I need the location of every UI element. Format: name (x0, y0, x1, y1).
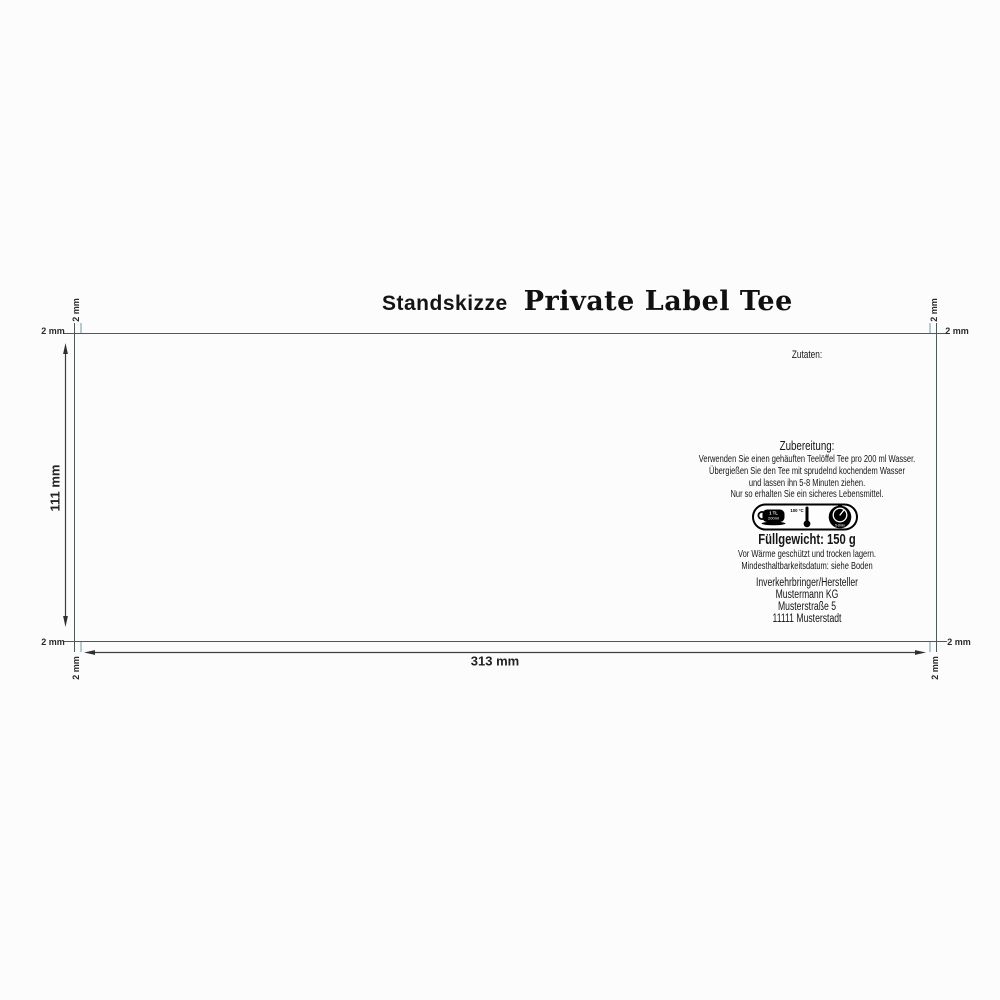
corner-label-bottom-left-h: 2 mm (41, 637, 65, 647)
height-dimension-label: 111 mm (47, 464, 63, 512)
corner-label-bottom-left-v: 2 mm (71, 656, 81, 680)
corner-label-top-left-v: 2 mm (71, 298, 81, 322)
corner-label-top-right-v: 2 mm (929, 298, 939, 322)
label-text-block (687, 340, 927, 640)
manufacturer-heading: Inverkehrbringer/Hersteller (755, 577, 859, 589)
width-dimension-label: 313 mm (470, 653, 520, 669)
manufacturer-city: 11111 Musterstadt (772, 613, 842, 625)
corner-mark (929, 323, 931, 333)
corner-mark (929, 642, 931, 652)
corner-mark (74, 323, 76, 333)
corner-mark (74, 642, 76, 652)
corner-label-bottom-right-v: 2 mm (930, 656, 940, 680)
corner-label-bottom-right-h: 2 mm (947, 637, 971, 647)
corner-mark (64, 641, 74, 643)
arrow-down-icon (63, 616, 68, 627)
corner-mark (64, 333, 74, 335)
preparation-icons-pill (752, 503, 858, 531)
zubereitung-line: Nur so erhalten Sie ein sicheres Lebensmittel. (730, 489, 884, 500)
cup-text-volume: 200ml (768, 515, 779, 521)
corner-label-top-right-h: 2 mm (945, 326, 969, 336)
manufacturer-name: Mustermann KG (775, 589, 839, 601)
corner-mark (80, 323, 82, 333)
best-before-note: Mindesthaltbarkeitsdatum: siehe Boden (741, 561, 873, 572)
corner-mark (80, 642, 82, 652)
title-standskizze: Standskizze (382, 292, 508, 315)
arrow-right-icon (915, 650, 926, 655)
zubereitung-line: Verwenden Sie einen gehäuften Teelöffel Tee pro 200 ml Wasser. (698, 454, 916, 465)
timer-minutes-label: 5-8min (835, 523, 845, 528)
corner-mark (937, 641, 947, 643)
page-title (382, 286, 793, 317)
zutaten-heading: Zutaten: (791, 349, 823, 361)
storage-instruction: Vor Wärme geschützt und trocken lagern. (738, 549, 876, 560)
zubereitung-line: und lassen ihn 5-8 Minuten ziehen. (748, 478, 866, 489)
manufacturer-street: Musterstraße 5 (777, 601, 836, 613)
arrow-left-icon (84, 650, 95, 655)
arrow-up-icon (63, 343, 68, 354)
corner-label-top-left-h: 2 mm (41, 326, 65, 336)
corner-mark (936, 642, 938, 652)
cup-text-teaspoon: 1 TL (769, 510, 778, 516)
title-product-name: Private Label Tee (523, 286, 793, 317)
fill-weight-label: Füllgewicht: 150 g (758, 531, 856, 548)
corner-mark (936, 323, 938, 333)
zubereitung-line: Übergießen Sie den Tee mit sprudelnd kochendem Wasser (709, 466, 905, 477)
zubereitung-heading: Zubereitung: (779, 438, 835, 453)
temperature-label: 100 °C (790, 508, 804, 513)
